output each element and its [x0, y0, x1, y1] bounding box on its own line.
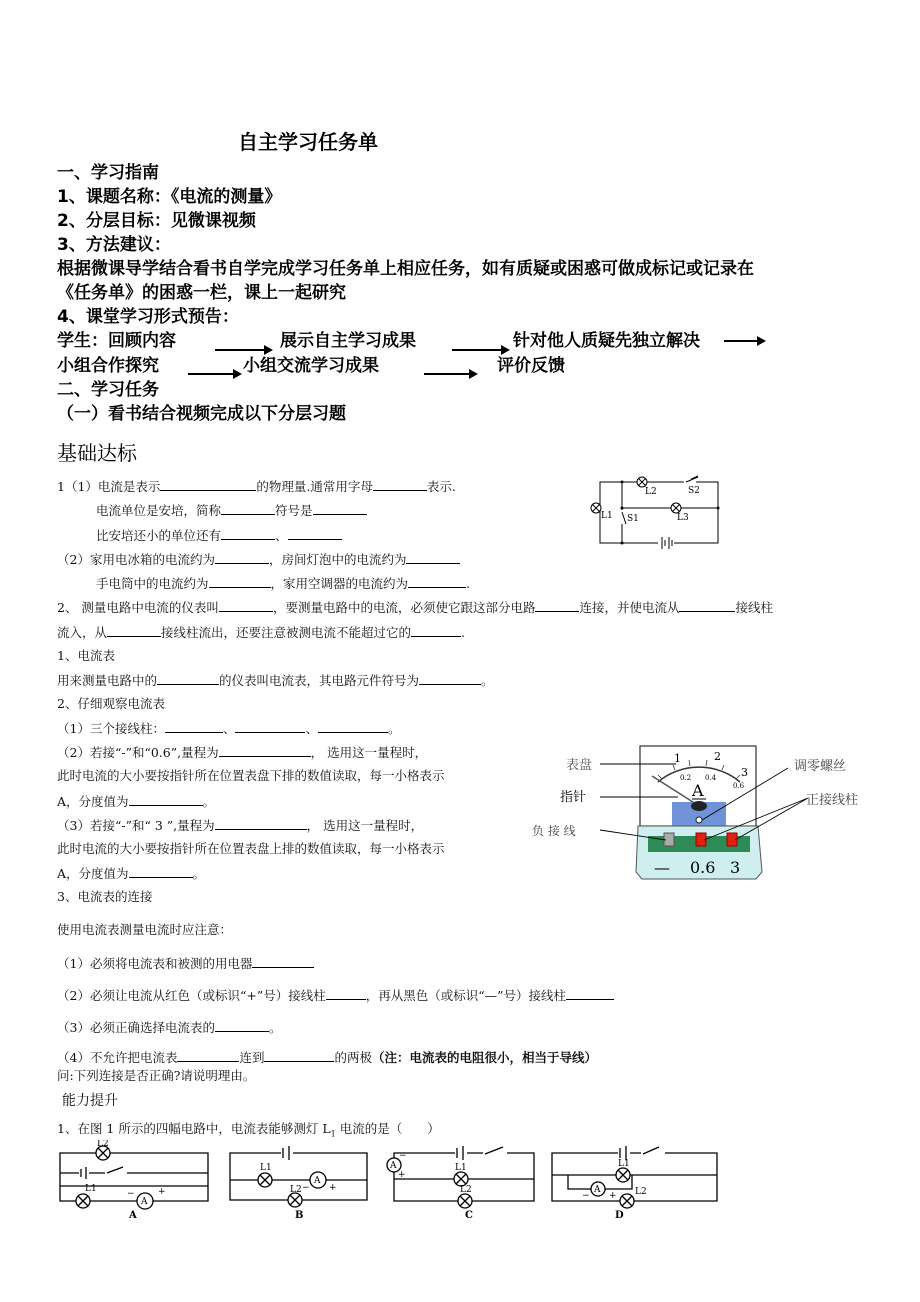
answer-blank[interactable]	[219, 744, 311, 757]
question-1-4	[57, 551, 460, 568]
ammeter-figure	[530, 742, 890, 884]
arrow-icon	[724, 340, 764, 342]
flow-step-4: 小组合作探究	[57, 356, 159, 376]
label-zero-screw: 调零螺丝	[794, 759, 847, 774]
flow-step-2: 展示自主学习成果	[280, 331, 416, 351]
svg-text:L1: L1	[260, 1163, 272, 1173]
text: 接线柱流出，还要注意被测电流不能超过它的	[161, 625, 412, 640]
connection-question: 问:下列连接是否正确?请说明理由。	[57, 1068, 256, 1083]
text: ，家用空调器的电流约为	[270, 576, 409, 591]
label-dial: 表盘	[566, 758, 593, 773]
guide-method: 3、方法建议：	[57, 235, 171, 255]
text: 的两极	[334, 1050, 372, 1065]
answer-blank[interactable]	[408, 575, 466, 588]
arrow-icon	[215, 349, 271, 351]
text: （3）若接“-”和“ 3 ”,量程为	[57, 818, 215, 833]
subsection-observe: 2、仔细观察电流表	[57, 696, 165, 711]
svg-text:S1: S1	[627, 514, 639, 524]
text: 1（1）电流是表示	[57, 479, 161, 494]
observe-range-3-read: 此时电流的大小要按指针所在位置表盘上排的数值读取，每一小格表示	[57, 841, 445, 856]
answer-blank[interactable]	[215, 1019, 269, 1032]
svg-text:L2: L2	[460, 1185, 472, 1195]
text: 连到	[239, 1050, 265, 1065]
label-neg-terminal: 负 接 线	[532, 824, 576, 838]
svg-text:−: −	[302, 1183, 310, 1193]
advanced-heading: 能力提升	[62, 1093, 118, 1109]
answer-blank[interactable]	[419, 672, 481, 685]
svg-text:A: A	[314, 1176, 321, 1186]
text: ， 选用这一量程时，	[306, 818, 424, 833]
text: ， 选用这一量程时，	[310, 745, 428, 760]
option-b-label: B	[295, 1210, 304, 1220]
text: .	[461, 625, 466, 640]
answer-blank[interactable]	[566, 987, 614, 1000]
section-heading-tasks: 二、学习任务	[57, 380, 159, 400]
answer-blank[interactable]	[215, 551, 269, 564]
scale-top-2: 2	[714, 750, 721, 763]
answer-blank[interactable]	[264, 1049, 334, 1062]
answer-blank[interactable]	[318, 720, 388, 733]
basic-heading: 基础达标	[57, 441, 137, 465]
observe-range-3-div	[57, 865, 205, 882]
terminal-06-label: 0.6	[690, 858, 716, 877]
terminal-3-label: 3	[730, 858, 741, 877]
option-d-label: D	[615, 1210, 624, 1220]
arrow-icon	[424, 373, 476, 375]
page-title: 自主学习任务单	[238, 130, 378, 154]
observe-range-06	[57, 744, 427, 761]
svg-text:L1: L1	[618, 1159, 630, 1169]
text: （1）三个接线柱：	[57, 721, 165, 736]
scale-bottom-02: 0.2	[680, 774, 692, 782]
answer-blank[interactable]	[221, 502, 275, 515]
label-needle: 指针	[560, 790, 587, 805]
text: 用来测量电路中的	[57, 673, 158, 688]
arrow-icon	[452, 349, 508, 351]
text: A，分度值为	[57, 794, 129, 809]
answer-blank[interactable]	[157, 672, 219, 685]
observe-terminals	[57, 720, 401, 737]
observe-range-06-div	[57, 793, 215, 810]
option-a-label: A	[129, 1210, 137, 1220]
svg-text:L2: L2	[290, 1185, 302, 1195]
text: 符号是	[275, 503, 313, 518]
answer-blank[interactable]	[177, 1049, 239, 1062]
answer-blank[interactable]	[373, 478, 427, 491]
text: （2）若接“-”和“0.6”,量程为	[57, 745, 219, 760]
guide-topic: 1、课题名称：《电流的测量》	[57, 187, 282, 207]
label-pos-terminal: 正接线柱	[806, 793, 859, 808]
svg-text:A: A	[594, 1185, 601, 1195]
observe-range-06-read: 此时电流的大小要按指针所在位置表盘下排的数值读取，每一小格表示	[57, 768, 445, 783]
subsection-ammeter: 1、电流表	[57, 648, 115, 663]
text: A，分度值为	[57, 866, 129, 881]
svg-text:S2: S2	[688, 486, 700, 496]
answer-blank[interactable]	[406, 551, 460, 564]
text: 连接，并使电流从	[579, 600, 680, 615]
answer-blank[interactable]	[288, 527, 342, 540]
text: ，要测量电路中的电流，必须使它跟这部分电路	[272, 600, 536, 615]
question-1-5	[96, 575, 470, 592]
svg-text:L3: L3	[677, 513, 689, 523]
answer-blank[interactable]	[129, 865, 193, 878]
text: .	[466, 576, 471, 591]
svg-text:+: +	[398, 1170, 406, 1180]
answer-blank[interactable]	[209, 575, 271, 588]
text: 的物理量.通常用字母	[256, 479, 373, 494]
svg-text:+: +	[158, 1187, 166, 1197]
answer-blank[interactable]	[129, 793, 203, 806]
svg-text:−: −	[582, 1191, 590, 1201]
scale-top-1: 1	[674, 752, 681, 765]
arrow-icon	[188, 373, 240, 375]
answer-blank[interactable]	[535, 599, 579, 612]
text: 电流单位是安培，简称	[96, 503, 222, 518]
guide-goal: 2、分层目标：见微课视频	[57, 211, 256, 231]
answer-blank[interactable]	[107, 624, 161, 637]
connection-rule-1	[57, 955, 314, 972]
flow-step-5: 小组交流学习成果	[243, 356, 379, 376]
flow-step-3: 针对他人质疑先独立解决	[513, 331, 700, 351]
flow-step-6: 评价反馈	[497, 356, 565, 376]
svg-text:A: A	[141, 1197, 148, 1207]
terminal-neg-label: —	[654, 858, 670, 877]
scale-bottom-06: 0.6	[733, 782, 745, 790]
answer-blank[interactable]	[160, 478, 256, 491]
text: （2）家用电冰箱的电流约为	[57, 552, 215, 567]
svg-text:+: +	[329, 1183, 337, 1193]
svg-text:L2: L2	[635, 1187, 647, 1197]
text: （3）必须正确选择电流表的	[57, 1020, 215, 1035]
ammeter-definition	[57, 672, 494, 689]
text: 比安培还小的单位还有	[96, 528, 222, 543]
text: 、	[275, 528, 288, 543]
text: 、	[305, 721, 318, 736]
answer-blank[interactable]	[215, 817, 307, 830]
answer-blank[interactable]	[221, 527, 275, 540]
text: 。	[388, 721, 401, 736]
connection-rule-4	[57, 1049, 597, 1066]
question-1-1	[57, 478, 456, 495]
question-1-3	[96, 527, 342, 544]
tasks-subheading: （一）看书结合视频完成以下分层习题	[57, 404, 346, 424]
svg-text:L1: L1	[85, 1184, 97, 1194]
text: 的仪表叫电流表，其电路元件符号为	[219, 673, 420, 688]
connection-rule-3	[57, 1019, 281, 1036]
svg-text:−: −	[127, 1189, 135, 1199]
flow-step-1: 学生：回顾内容	[57, 331, 176, 351]
text: 。	[268, 1020, 282, 1035]
answer-blank[interactable]	[165, 720, 223, 733]
answer-blank[interactable]	[326, 987, 366, 1000]
svg-text:L1: L1	[601, 511, 613, 521]
scale-bottom-04: 0.4	[705, 774, 717, 782]
scale-top-3: 3	[741, 766, 748, 779]
text: 。	[192, 866, 206, 881]
text: （2）必须让电流从红色（或标识“+”号）接线柱	[57, 988, 326, 1003]
option-c-label: C	[465, 1210, 473, 1220]
text: 1、在图 1 所示的四幅电路中，电流表能够测灯 L	[57, 1121, 331, 1136]
svg-text:A: A	[390, 1161, 397, 1171]
text: ，再从黑色（或标识“—”号）接线柱	[365, 988, 567, 1003]
guide-class-form: 4、课堂学习形式预告：	[57, 307, 239, 327]
answer-blank[interactable]	[411, 624, 461, 637]
circuit-options	[55, 1140, 725, 1220]
section-heading-guide: 一、学习指南	[57, 163, 159, 183]
answer-blank[interactable]	[219, 599, 273, 612]
note: （注：电流表的电阻很小，相当于导线）	[372, 1050, 598, 1065]
text: 。	[202, 794, 216, 809]
connection-rule-2	[57, 987, 614, 1004]
text: 。	[481, 673, 494, 688]
svg-text:−: −	[399, 1151, 407, 1161]
svg-text:L2: L2	[97, 1140, 109, 1149]
svg-text:+: +	[609, 1191, 617, 1201]
answer-blank[interactable]	[679, 599, 735, 612]
answer-blank[interactable]	[235, 720, 305, 733]
text: 接线柱	[735, 600, 773, 615]
circuit-diagram-l1-l2-l3	[580, 470, 720, 550]
text: ，房间灯泡中的电流约为	[268, 552, 407, 567]
connection-intro: 使用电流表测量电流时应注意：	[57, 922, 233, 937]
guide-advice-line1: 根据微课导学结合看书自学完成学习任务单上相应任务，如有质疑或困惑可做成标记或记录在	[57, 259, 754, 279]
answer-blank[interactable]	[313, 502, 367, 515]
answer-blank[interactable]	[252, 955, 314, 968]
text: 2、 测量电路中电流的仪表叫	[57, 600, 219, 615]
text: 手电筒中的电流约为	[96, 576, 209, 591]
svg-text:L1: L1	[455, 1163, 467, 1173]
text: 表示.	[426, 479, 456, 494]
observe-range-3	[57, 817, 423, 834]
text: 、	[222, 721, 236, 736]
subsection-connection: 3、电流表的连接	[57, 889, 153, 904]
question-1-2	[96, 502, 367, 519]
text: 流入，从	[57, 625, 108, 640]
question-2-line2	[57, 624, 465, 641]
text: （4）不允许把电流表	[57, 1050, 178, 1065]
subscript: 1	[330, 1129, 336, 1139]
unit-label: A	[692, 781, 704, 800]
guide-advice-line2: 《任务单》的困惑一栏，课上一起研究	[57, 283, 346, 303]
text: 电流的是（ ）	[335, 1121, 440, 1136]
text: （1）必须将电流表和被测的用电器	[57, 956, 253, 971]
question-2-line1	[57, 599, 773, 616]
l2-label: L2	[645, 487, 657, 497]
